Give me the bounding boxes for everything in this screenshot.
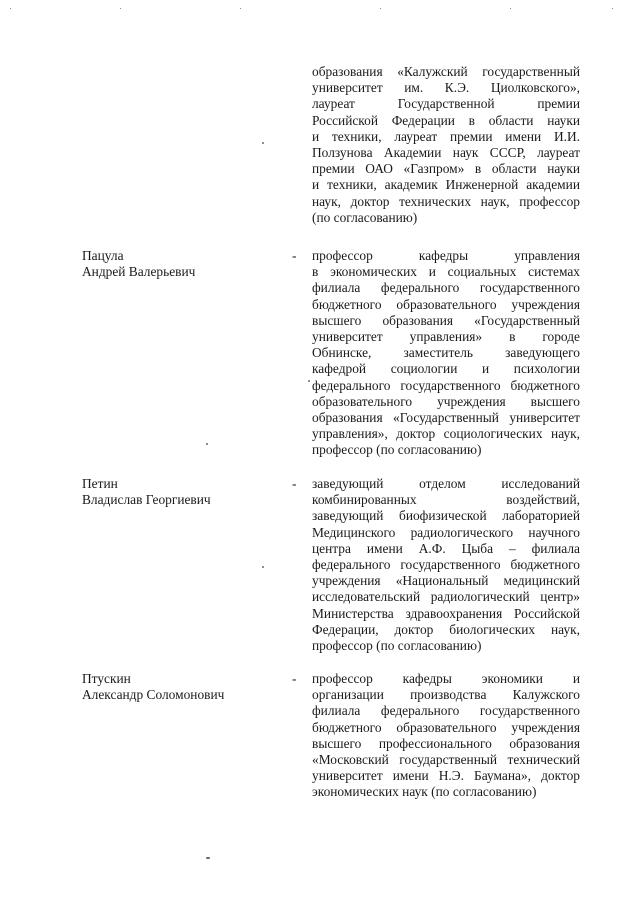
- text-line: наук, доктор технических наук, профессор: [312, 193, 580, 209]
- text-line: управления», доктор социологических наук,: [312, 426, 580, 442]
- text-line: премии ОАО «Газпром» в области науки: [312, 161, 580, 177]
- scan-speck: [206, 857, 210, 859]
- member-description: [312, 671, 580, 801]
- member-name: [82, 671, 282, 703]
- text-line: (по согласованию): [312, 209, 418, 225]
- text-line: Медицинского радиологического научного: [312, 524, 580, 540]
- scan-speck: [240, 8, 241, 9]
- member-name: [82, 476, 282, 508]
- text-line: исследовательский радиологический центр»: [312, 589, 580, 605]
- text-line: профессор (по согласованию): [312, 637, 482, 653]
- text-line: заведующий биофизической лабораторией: [312, 508, 580, 524]
- text-line: организации производства Калужского: [312, 687, 580, 703]
- text-line: «Московский государственный технический: [312, 751, 580, 767]
- text-line: Федерации, доктор биологических наук,: [312, 621, 580, 637]
- text-line: профессор кафедры управления: [312, 248, 580, 263]
- text-line: бюджетного образовательного учреждения: [312, 719, 580, 735]
- text-line: Министерства здравоохранения Российской: [312, 605, 580, 621]
- member-description: [312, 248, 580, 458]
- text-line: экономических наук (по согласованию): [312, 784, 537, 800]
- text-line: Обнинске, заместитель заведующего: [312, 345, 580, 361]
- text-line: образования «Калужский государственный: [312, 64, 580, 79]
- member-given-names: Андрей Валерьевич: [82, 264, 196, 280]
- scan-speck: [206, 443, 208, 445]
- member-surname: Пацула: [82, 248, 124, 263]
- scan-speck: [380, 8, 381, 9]
- scan-speck: [510, 8, 511, 9]
- separator-dash: -: [292, 671, 297, 686]
- text-line: в экономических и социальных системах: [312, 264, 580, 280]
- scan-speck: [10, 8, 11, 9]
- text-line: профессор кафедры экономики и: [312, 671, 580, 686]
- text-line: учреждения «Национальный медицинский: [312, 573, 580, 589]
- text-line: филиала федерального государственного: [312, 703, 580, 719]
- member-surname: Птускин: [82, 671, 131, 686]
- scan-speck: [612, 8, 613, 9]
- text-line: университет управления» в городе: [312, 328, 580, 344]
- text-line: университет им. К.Э. Циолковского»,: [312, 80, 580, 96]
- separator-dash: -: [292, 476, 297, 491]
- text-line: лауреат Государственной премии: [312, 96, 580, 112]
- text-line: кафедрой социологии и психологии: [312, 361, 580, 377]
- text-line: заведующий отделом исследований: [312, 476, 580, 491]
- member-name: [82, 248, 282, 280]
- text-line: бюджетного образовательного учреждения: [312, 296, 580, 312]
- text-line: профессор (по согласованию): [312, 442, 482, 458]
- text-line: филиала федерального государственного: [312, 280, 580, 296]
- member-given-names: Александр Соломонович: [82, 687, 225, 703]
- member-given-names: Владислав Георгиевич: [82, 492, 211, 508]
- text-line: федерального государственного бюджетного: [312, 377, 580, 393]
- scan-speck: [262, 566, 264, 568]
- text-line: университет имени Н.Э. Баумана», доктор: [312, 768, 580, 784]
- text-line: Российской Федерации в области науки: [312, 112, 580, 128]
- text-line: высшего образования «Государственный: [312, 312, 580, 328]
- separator-dash: -: [292, 248, 297, 263]
- scan-speck: [120, 8, 121, 9]
- text-line: комбинированных воздействий,: [312, 492, 580, 508]
- text-line: высшего профессионального образования: [312, 735, 580, 751]
- text-line: и техники, академик Инженерной академии: [312, 177, 580, 193]
- text-line: и техники, лауреат премии имени И.И.: [312, 128, 580, 144]
- member-description: [312, 476, 580, 654]
- continued-description: [312, 64, 580, 226]
- scan-speck: [262, 142, 264, 144]
- text-line: федерального государственного бюджетного: [312, 556, 580, 572]
- text-line: образовательного учреждения высшего: [312, 393, 580, 409]
- member-surname: Петин: [82, 476, 118, 491]
- text-line: центра имени А.Ф. Цыба – филиала: [312, 540, 580, 556]
- scan-speck: [308, 380, 310, 382]
- text-line: образования «Государственный университет: [312, 409, 580, 425]
- text-line: Ползунова Академии наук СССР, лауреат: [312, 144, 580, 160]
